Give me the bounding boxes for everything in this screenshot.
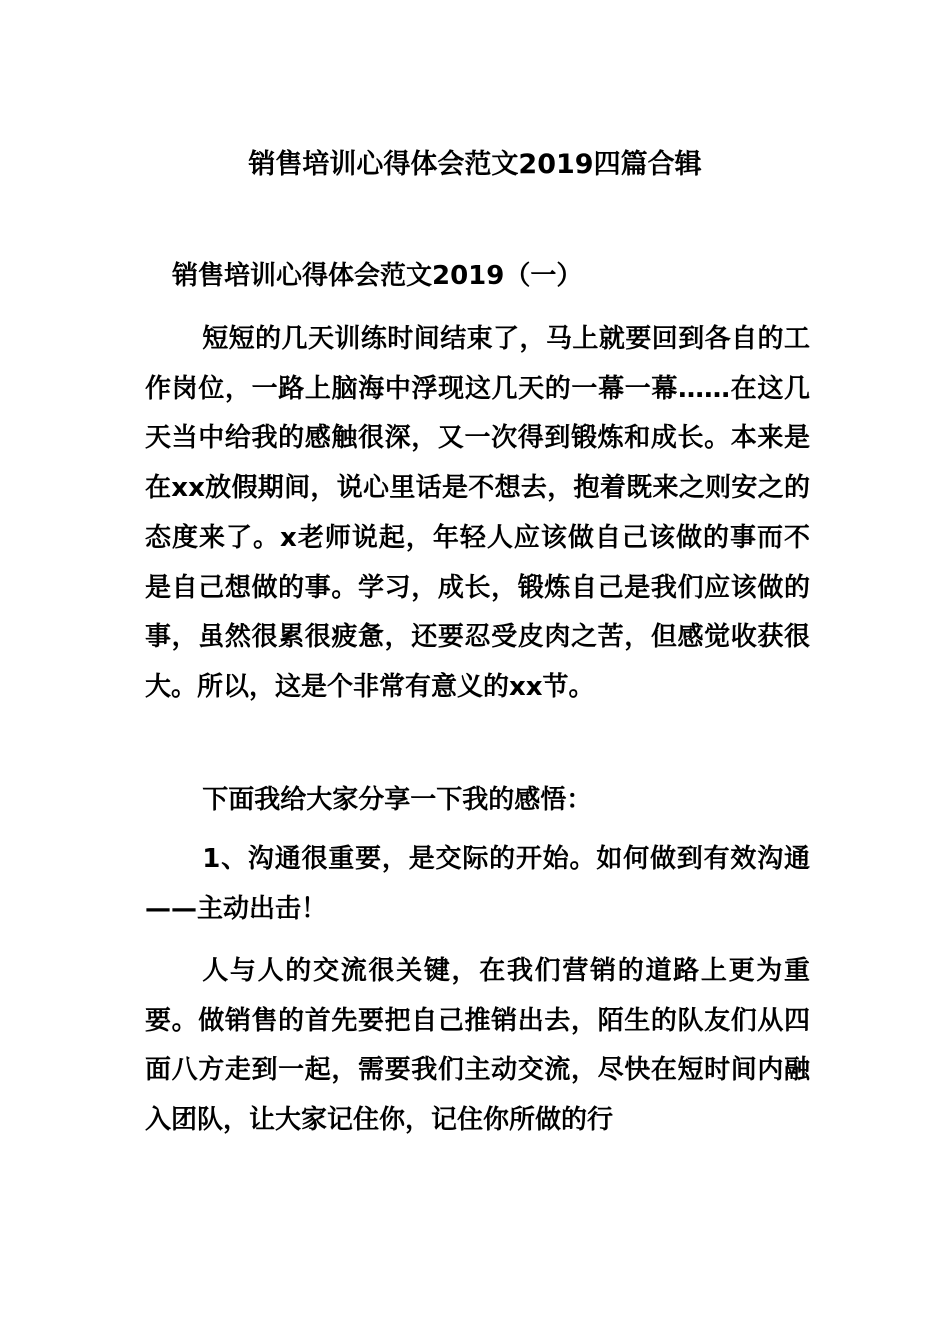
body-paragraph: 下面我给大家分享一下我的感悟：	[202, 785, 593, 815]
body-paragraph: 1、沟通很重要，是交际的开始。如何做到有效沟通——主动出击！	[145, 844, 810, 924]
body-paragraph: 短短的几天训练时间结束了，马上就要回到各自的工作岗位，一路上脑海中浮现这几天的一幕一幕……在这几天当中给我的感触很深，又一次得到锻炼和成长。本来是在xx放假期间，说心里话是不想去，抱着既来之则安之的态度来了。x老师说起，年轻人应该做自己该做的事而不是自己想做的事。学习，成长，锻炼自己是我们应该做的事，虽然很累很疲惫，还要忍受皮肉之苦，但感觉收获很大。所以，这是个非常有意义的xx节。	[145, 324, 810, 702]
section-heading: 销售培训心得体会范文2019（一）	[172, 261, 583, 291]
body-paragraph: 人与人的交流很关键，在我们营销的道路上更为重要。做销售的首先要把自己推销出去，陌生的队友们从四面八方走到一起，需要我们主动交流，尽快在短时间内融入团队，让大家记住你，记住你所做的行	[145, 956, 810, 1136]
document-title: 销售培训心得体会范文2019四篇合辑	[248, 149, 702, 180]
